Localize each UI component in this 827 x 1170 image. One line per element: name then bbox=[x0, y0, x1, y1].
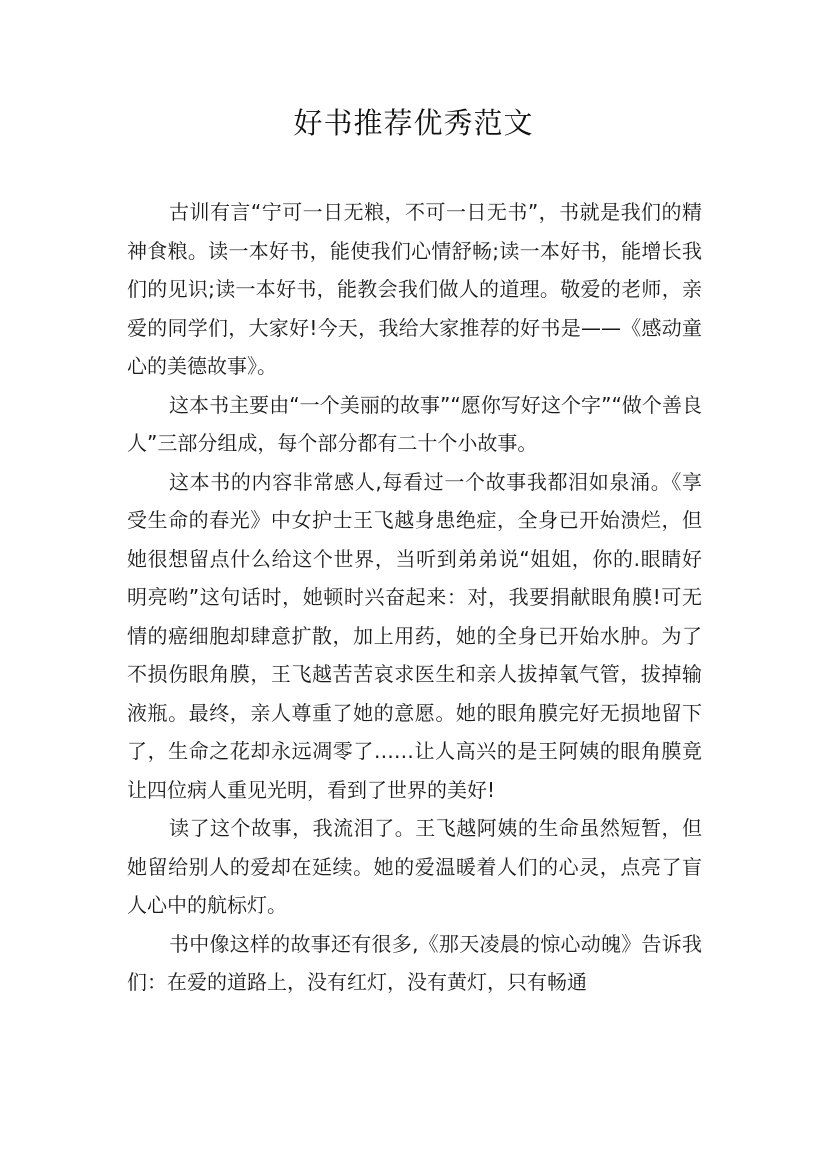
paragraph-more-stories: 书中像这样的故事还有很多,《那天凌晨的惊心动魄》告诉我们：在爱的道路上，没有红灯，没有黄灯，只有畅通 bbox=[127, 931, 702, 994]
document-title: 好书推荐优秀范文 bbox=[293, 106, 534, 140]
paragraph-story: 这本书的内容非常感人,每看过一个故事我都泪如泉涌。《享受生命的春光》中女护士王飞越身患绝症，全身已开始溃烂，但她很想留点什么给这个世界，当听到弟弟说“姐姐，你的.眼睛好明亮哟”这句话时，她顿时兴奋起来：对，我要捐献眼角膜!可无情的癌细胞却肆意扩散，加上用药，她的全身已开始水肿。为了不损伤眼角膜，王飞越苦苦哀求医生和亲人拔掉氧气管，拔掉输液瓶。最终，亲人尊重了她的意愿。她的眼角膜完好无损地留下了，生命之花却永远凋零了……让人高兴的是王阿姨的眼角膜竟让四位病人重见光明，看到了世界的美好! bbox=[127, 469, 702, 802]
paragraph-intro: 古训有言“宁可一日无粮，不可一日无书”，书就是我们的精神食粮。读一本好书，能使我们心情舒畅;读一本好书，能增长我们的见识;读一本好书，能教会我们做人的道理。敬爱的老师，亲爱的同学们，大家好!今天，我给大家推荐的好书是——《感动童心的美德故事》。 bbox=[127, 200, 702, 378]
paragraph-reflection: 读了这个故事，我流泪了。王飞越阿姨的生命虽然短暂，但她留给别人的爱却在延续。她的爱温暖着人们的心灵，点亮了盲人心中的航标灯。 bbox=[127, 816, 702, 917]
document-body bbox=[127, 193, 702, 1002]
paragraph-book-structure: 这本书主要由“一个美丽的故事”“愿你写好这个字”“做个善良人”三部分组成，每个部分都有二十个小故事。 bbox=[127, 392, 702, 455]
